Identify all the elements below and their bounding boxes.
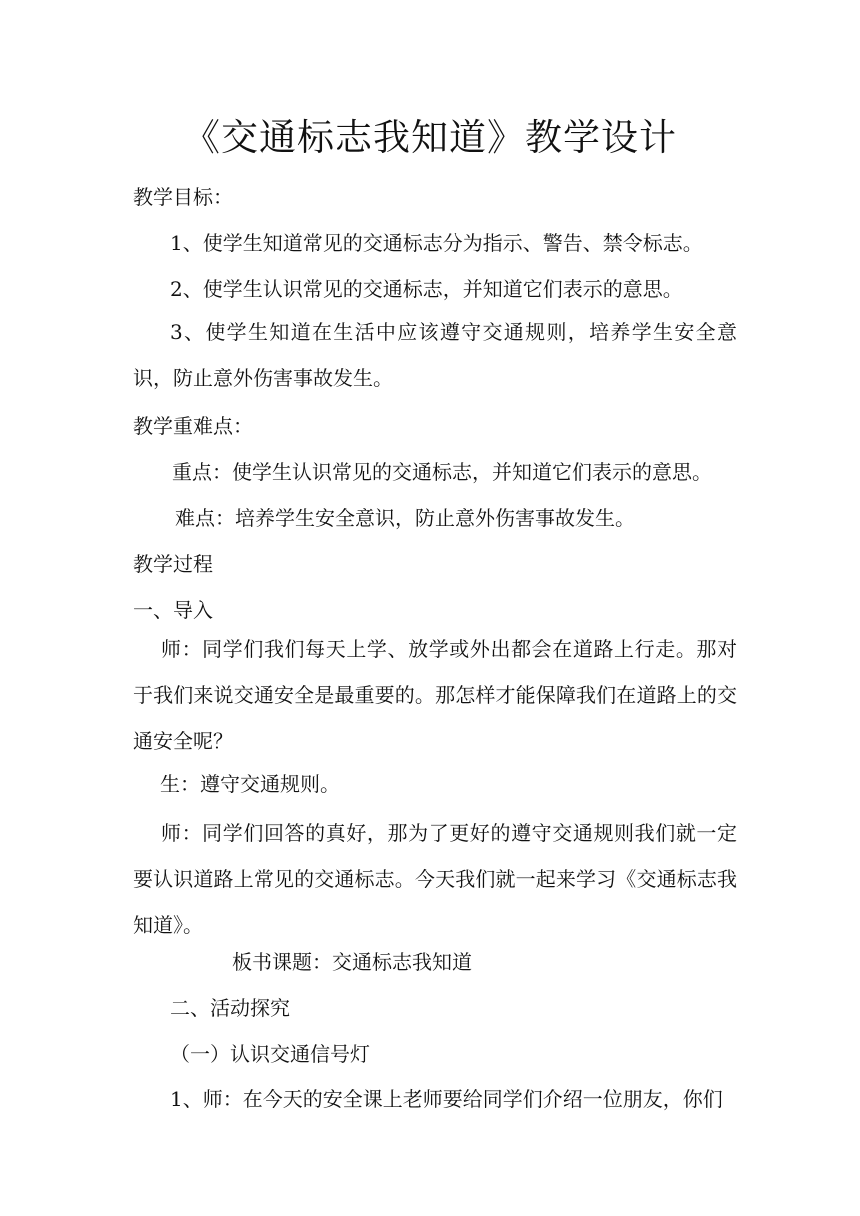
subsection-heading-traffic-lights: （一）认识交通信号灯 xyxy=(170,1042,370,1066)
teacher-paragraph-3: 1、师：在今天的安全课上老师要给同学们介绍一位朋友，你们 xyxy=(170,1087,723,1111)
board-title: 板书课题：交通标志我知道 xyxy=(232,950,472,974)
student-answer: 生：遵守交通规则。 xyxy=(160,772,340,796)
teacher-paragraph-1: 师：同学们我们每天上学、放学或外出都会在道路上行走。那对于我们来说交通安全是最重要的。那怎样才能保障我们在道路上的交通安全呢？ xyxy=(133,637,737,753)
goals-heading: 教学目标： xyxy=(133,185,233,209)
teacher-paragraph-2: 师：同学们回答的真好，那为了更好的遵守交通规则我们就一定要认识道路上常见的交通标志。今天我们就一起来学习《交通标志我知道》。 xyxy=(133,821,737,937)
document-title: 《交通标志我知道》教学设计 xyxy=(183,116,677,159)
goal-item-3: 3、使学生知道在生活中应该遵守交通规则，培养学生安全意识，防止意外伤害事故发生。 xyxy=(133,320,737,390)
section-heading-activity: 二、活动探究 xyxy=(170,996,290,1020)
key-point: 重点：使学生认识常见的交通标志，并知道它们表示的意思。 xyxy=(172,460,712,484)
section-heading-intro: 一、导入 xyxy=(133,598,213,622)
key-points-heading: 教学重难点： xyxy=(133,414,253,438)
goal-item-2: 2、使学生认识常见的交通标志，并知道它们表示的意思。 xyxy=(170,277,683,301)
process-heading: 教学过程 xyxy=(133,552,213,576)
goal-item-1: 1、使学生知道常见的交通标志分为指示、警告、禁令标志。 xyxy=(170,231,703,255)
difficult-point: 难点：培养学生安全意识，防止意外伤害事故发生。 xyxy=(175,506,635,530)
